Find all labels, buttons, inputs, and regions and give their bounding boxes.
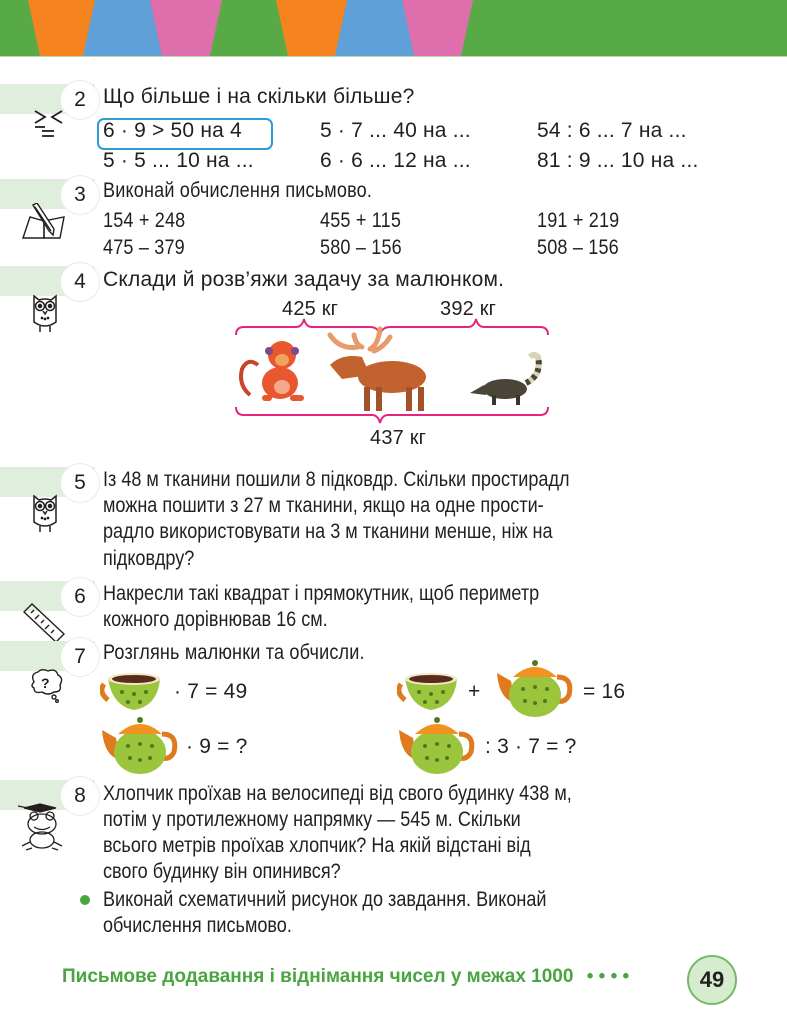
task-8-line: потім у протилежному напрямку — 545 м. Скільки xyxy=(103,808,521,831)
moose-picture xyxy=(330,329,426,411)
task-2-item: 5 · 5 ... 10 на ... xyxy=(103,149,254,172)
pencil-notebook-icon xyxy=(20,203,70,246)
task-6-number: 6 xyxy=(60,577,100,617)
task-4-number: 4 xyxy=(60,262,100,302)
green-bullet-icon xyxy=(80,895,90,905)
task-4-title: Склади й розв’яжи задачу за малюнком. xyxy=(103,268,505,291)
task-2-item: 6 · 9 > 50 на 4 xyxy=(103,119,242,142)
task-7-expr: : 3 · 7 = ? xyxy=(485,735,577,758)
thinking-bubble-icon xyxy=(28,668,66,709)
footer-title: Письмове додавання і віднімання чисел у межах 1000 xyxy=(62,966,574,987)
task-5-number: 5 xyxy=(60,463,100,503)
svg-text:?: ? xyxy=(41,675,50,691)
task-6-line: Накресли такі квадрат і прямокутник, щоб периметр xyxy=(103,582,540,605)
task-7-number: 7 xyxy=(60,637,100,677)
monkey-picture xyxy=(241,341,304,401)
task-2-number: 2 xyxy=(60,80,100,120)
task-8-bullet-line: обчислення письмово. xyxy=(103,914,292,937)
coati-picture xyxy=(470,355,539,405)
task-5-line: можна пошити з 27 м тканини, якщо на одне прости- xyxy=(103,494,544,517)
decorative-top-band xyxy=(0,0,787,57)
task-5-line: радло використовувати на 3 м тканини менше, ніж на xyxy=(103,520,553,543)
task-3-item: 154 + 248 xyxy=(103,209,186,232)
teapot-picture xyxy=(495,655,577,724)
task-5-line: підковдру? xyxy=(103,547,195,570)
task-3-item: 580 – 156 xyxy=(320,236,402,259)
task-3-item: 475 – 379 xyxy=(103,236,185,259)
task-3-number: 3 xyxy=(60,175,100,215)
task-3-item: 455 + 115 xyxy=(320,209,402,232)
weight-label-left: 425 кг xyxy=(282,298,339,320)
task-2-item: 81 : 9 ... 10 на ... xyxy=(537,149,699,172)
plus-sign: + xyxy=(468,680,481,703)
footer-dots: • • • • xyxy=(586,966,630,987)
task-3-item: 508 – 156 xyxy=(537,236,619,259)
task-2-item: 6 · 6 ... 12 на ... xyxy=(320,149,471,172)
task-3-item: 191 + 219 xyxy=(537,209,620,232)
task-8-line: Хлопчик проїхав на велосипеді від свого будинку 438 м, xyxy=(103,782,572,805)
task-8-line: всього метрів проїхав хлопчик? На якій відстані від xyxy=(103,834,531,857)
task-7-title: Розглянь малюнки та обчисли. xyxy=(103,641,365,664)
owl-icon xyxy=(30,492,60,539)
teapot-picture xyxy=(397,712,479,781)
task-7-expr: · 9 = ? xyxy=(186,735,248,758)
weight-label-right: 392 кг xyxy=(440,298,497,320)
footer-section-title xyxy=(62,966,629,988)
teapot-picture xyxy=(100,712,182,781)
task-2-item: 54 : 6 ... 7 на ... xyxy=(537,119,687,142)
frog-graduate-icon xyxy=(14,800,72,857)
task-5-line: Із 48 м тканини пошили 8 підковдр. Скільки простирадл xyxy=(103,468,570,491)
cup-picture xyxy=(397,670,465,717)
task-8-line: свого будинку він опинився? xyxy=(103,860,341,883)
task-3-title: Виконай обчислення письмово. xyxy=(103,179,373,202)
cup-picture xyxy=(100,670,168,717)
owl-icon xyxy=(30,292,60,339)
task-7-expr: = 16 xyxy=(583,680,626,703)
task-2-item: 5 · 7 ... 40 на ... xyxy=(320,119,471,142)
compare-signs-icon xyxy=(32,108,66,147)
task-6-line: кожного дорівнював 16 см. xyxy=(103,608,328,631)
task-8-number: 8 xyxy=(60,776,100,816)
task-7-expr: · 7 = 49 xyxy=(174,680,248,703)
task-8-bullet-line: Виконай схематичний рисунок до завдання. Виконай xyxy=(103,888,547,911)
task-2-title: Що більше і на скільки більше? xyxy=(103,85,415,108)
page-number: 49 xyxy=(687,955,737,1005)
weight-label-bottom: 437 кг xyxy=(370,427,427,449)
